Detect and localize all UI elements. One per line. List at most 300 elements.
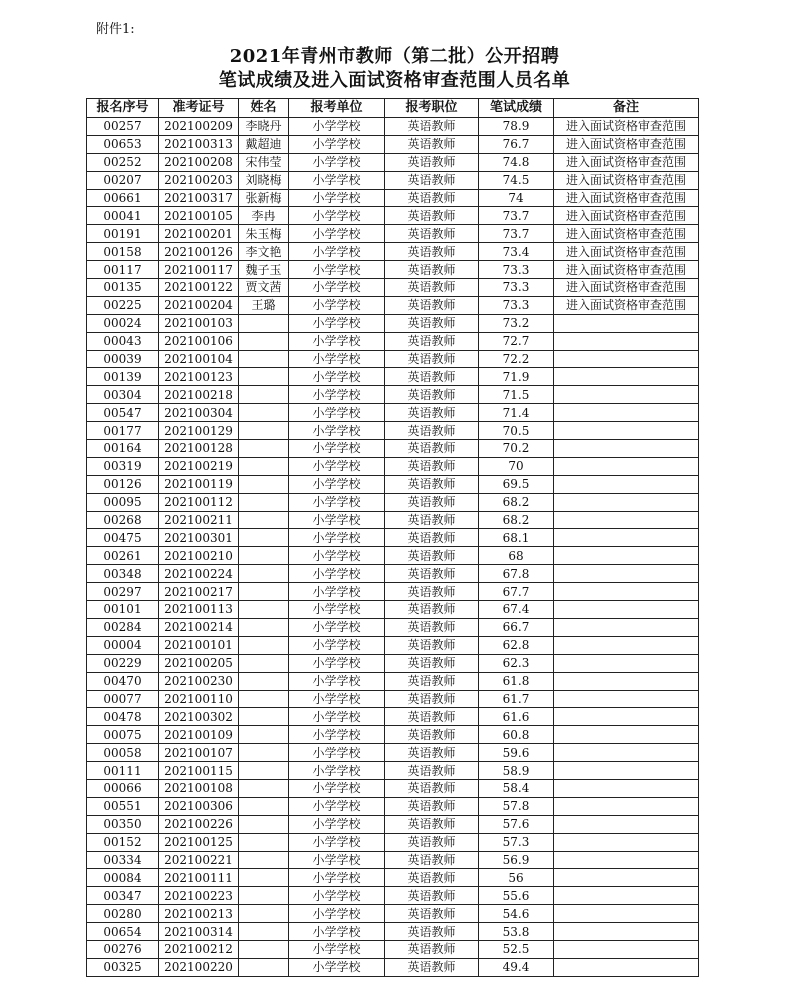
table-row bbox=[87, 923, 699, 941]
cell-reg-no: 00284 bbox=[87, 618, 159, 636]
cell-unit: 小学学校 bbox=[289, 583, 385, 601]
cell-position: 英语教师 bbox=[385, 923, 479, 941]
cell-position: 英语教师 bbox=[385, 529, 479, 547]
cell-exam-id: 202100129 bbox=[159, 422, 239, 440]
cell-position: 英语教师 bbox=[385, 726, 479, 744]
cell-exam-id: 202100119 bbox=[159, 475, 239, 493]
cell-note bbox=[554, 350, 699, 368]
cell-unit: 小学学校 bbox=[289, 726, 385, 744]
cell-note: 进入面试资格审查范围 bbox=[554, 243, 699, 261]
table-row bbox=[87, 118, 699, 136]
cell-position: 英语教师 bbox=[385, 654, 479, 672]
cell-reg-no: 00043 bbox=[87, 332, 159, 350]
cell-position: 英语教师 bbox=[385, 779, 479, 797]
table-row bbox=[87, 583, 699, 601]
cell-note bbox=[554, 869, 699, 887]
table-row bbox=[87, 851, 699, 869]
cell-exam-id: 202100125 bbox=[159, 833, 239, 851]
table-row bbox=[87, 726, 699, 744]
cell-name: 贾文茜 bbox=[239, 279, 289, 297]
cell-exam-id: 202100220 bbox=[159, 958, 239, 976]
cell-position: 英语教师 bbox=[385, 565, 479, 583]
cell-note bbox=[554, 511, 699, 529]
cell-score: 57.8 bbox=[479, 797, 554, 815]
table-row bbox=[87, 547, 699, 565]
cell-unit: 小学学校 bbox=[289, 207, 385, 225]
cell-name bbox=[239, 493, 289, 511]
cell-unit: 小学学校 bbox=[289, 457, 385, 475]
cell-reg-no: 00304 bbox=[87, 386, 159, 404]
cell-score: 73.3 bbox=[479, 279, 554, 297]
cell-score: 70.5 bbox=[479, 422, 554, 440]
cell-note: 进入面试资格审查范围 bbox=[554, 135, 699, 153]
cell-reg-no: 00152 bbox=[87, 833, 159, 851]
cell-position: 英语教师 bbox=[385, 887, 479, 905]
cell-exam-id: 202100205 bbox=[159, 654, 239, 672]
cell-name bbox=[239, 636, 289, 654]
cell-note bbox=[554, 314, 699, 332]
cell-reg-no: 00024 bbox=[87, 314, 159, 332]
table-row bbox=[87, 958, 699, 976]
table-row bbox=[87, 153, 699, 171]
cell-unit: 小学学校 bbox=[289, 350, 385, 368]
cell-name bbox=[239, 958, 289, 976]
cell-exam-id: 202100219 bbox=[159, 457, 239, 475]
cell-reg-no: 00478 bbox=[87, 708, 159, 726]
cell-reg-no: 00075 bbox=[87, 726, 159, 744]
cell-name bbox=[239, 869, 289, 887]
cell-position: 英语教师 bbox=[385, 207, 479, 225]
cell-unit: 小学学校 bbox=[289, 565, 385, 583]
cell-position: 英语教师 bbox=[385, 440, 479, 458]
table-row bbox=[87, 565, 699, 583]
cell-unit: 小学学校 bbox=[289, 851, 385, 869]
cell-exam-id: 202100212 bbox=[159, 940, 239, 958]
cell-exam-id: 202100226 bbox=[159, 815, 239, 833]
cell-exam-id: 202100214 bbox=[159, 618, 239, 636]
cell-reg-no: 00276 bbox=[87, 940, 159, 958]
cell-position: 英语教师 bbox=[385, 422, 479, 440]
cell-score: 67.8 bbox=[479, 565, 554, 583]
cell-score: 67.7 bbox=[479, 583, 554, 601]
cell-reg-no: 00207 bbox=[87, 171, 159, 189]
table-row bbox=[87, 708, 699, 726]
cell-position: 英语教师 bbox=[385, 851, 479, 869]
table-row bbox=[87, 762, 699, 780]
cell-position: 英语教师 bbox=[385, 475, 479, 493]
cell-unit: 小学学校 bbox=[289, 744, 385, 762]
cell-exam-id: 202100304 bbox=[159, 404, 239, 422]
cell-unit: 小学学校 bbox=[289, 314, 385, 332]
cell-name bbox=[239, 350, 289, 368]
cell-reg-no: 00126 bbox=[87, 475, 159, 493]
cell-note: 进入面试资格审查范围 bbox=[554, 225, 699, 243]
cell-exam-id: 202100317 bbox=[159, 189, 239, 207]
cell-name bbox=[239, 923, 289, 941]
cell-position: 英语教师 bbox=[385, 314, 479, 332]
cell-name bbox=[239, 565, 289, 583]
header-note: 备注 bbox=[554, 99, 699, 118]
cell-name bbox=[239, 457, 289, 475]
cell-reg-no: 00191 bbox=[87, 225, 159, 243]
attachment-label: 附件1: bbox=[96, 22, 135, 37]
cell-note bbox=[554, 583, 699, 601]
cell-note: 进入面试资格审查范围 bbox=[554, 118, 699, 136]
cell-name bbox=[239, 779, 289, 797]
cell-position: 英语教师 bbox=[385, 261, 479, 279]
cell-position: 英语教师 bbox=[385, 940, 479, 958]
cell-note bbox=[554, 744, 699, 762]
cell-exam-id: 202100204 bbox=[159, 296, 239, 314]
cell-name bbox=[239, 851, 289, 869]
cell-exam-id: 202100105 bbox=[159, 207, 239, 225]
cell-score: 68.1 bbox=[479, 529, 554, 547]
cell-exam-id: 202100203 bbox=[159, 171, 239, 189]
header-score: 笔试成绩 bbox=[479, 99, 554, 118]
cell-score: 54.6 bbox=[479, 905, 554, 923]
cell-note bbox=[554, 940, 699, 958]
cell-name: 李文艳 bbox=[239, 243, 289, 261]
table-row bbox=[87, 332, 699, 350]
cell-note bbox=[554, 726, 699, 744]
cell-unit: 小学学校 bbox=[289, 511, 385, 529]
cell-exam-id: 202100112 bbox=[159, 493, 239, 511]
cell-name bbox=[239, 762, 289, 780]
cell-position: 英语教师 bbox=[385, 636, 479, 654]
cell-reg-no: 00661 bbox=[87, 189, 159, 207]
cell-unit: 小学学校 bbox=[289, 869, 385, 887]
cell-position: 英语教师 bbox=[385, 296, 479, 314]
cell-position: 英语教师 bbox=[385, 135, 479, 153]
cell-position: 英语教师 bbox=[385, 762, 479, 780]
cell-score: 76.7 bbox=[479, 135, 554, 153]
cell-reg-no: 00084 bbox=[87, 869, 159, 887]
cell-note bbox=[554, 440, 699, 458]
cell-name bbox=[239, 672, 289, 690]
cell-name bbox=[239, 314, 289, 332]
cell-unit: 小学学校 bbox=[289, 368, 385, 386]
cell-name bbox=[239, 475, 289, 493]
table-row bbox=[87, 940, 699, 958]
cell-unit: 小学学校 bbox=[289, 475, 385, 493]
cell-position: 英语教师 bbox=[385, 869, 479, 887]
cell-position: 英语教师 bbox=[385, 833, 479, 851]
cell-name bbox=[239, 583, 289, 601]
cell-unit: 小学学校 bbox=[289, 833, 385, 851]
table-row bbox=[87, 422, 699, 440]
cell-exam-id: 202100213 bbox=[159, 905, 239, 923]
cell-exam-id: 202100113 bbox=[159, 601, 239, 619]
cell-note bbox=[554, 887, 699, 905]
results-table bbox=[86, 98, 699, 977]
cell-reg-no: 00111 bbox=[87, 762, 159, 780]
cell-name bbox=[239, 708, 289, 726]
cell-reg-no: 00177 bbox=[87, 422, 159, 440]
cell-reg-no: 00280 bbox=[87, 905, 159, 923]
cell-reg-no: 00334 bbox=[87, 851, 159, 869]
table-row bbox=[87, 529, 699, 547]
cell-unit: 小学学校 bbox=[289, 815, 385, 833]
cell-score: 71.5 bbox=[479, 386, 554, 404]
header-reg-no: 报名序号 bbox=[87, 99, 159, 118]
cell-exam-id: 202100302 bbox=[159, 708, 239, 726]
table-row bbox=[87, 279, 699, 297]
cell-position: 英语教师 bbox=[385, 225, 479, 243]
cell-note bbox=[554, 851, 699, 869]
cell-note bbox=[554, 815, 699, 833]
cell-unit: 小学学校 bbox=[289, 386, 385, 404]
cell-position: 英语教师 bbox=[385, 404, 479, 422]
cell-score: 68.2 bbox=[479, 493, 554, 511]
cell-unit: 小学学校 bbox=[289, 135, 385, 153]
cell-score: 72.2 bbox=[479, 350, 554, 368]
cell-score: 68.2 bbox=[479, 511, 554, 529]
cell-note bbox=[554, 923, 699, 941]
cell-name bbox=[239, 529, 289, 547]
table-row bbox=[87, 636, 699, 654]
table-row bbox=[87, 690, 699, 708]
cell-exam-id: 202100101 bbox=[159, 636, 239, 654]
cell-reg-no: 00077 bbox=[87, 690, 159, 708]
cell-reg-no: 00164 bbox=[87, 440, 159, 458]
cell-note: 进入面试资格审查范围 bbox=[554, 296, 699, 314]
cell-reg-no: 00252 bbox=[87, 153, 159, 171]
table-row bbox=[87, 135, 699, 153]
cell-unit: 小学学校 bbox=[289, 243, 385, 261]
cell-position: 英语教师 bbox=[385, 386, 479, 404]
cell-note bbox=[554, 457, 699, 475]
table-row bbox=[87, 833, 699, 851]
cell-reg-no: 00325 bbox=[87, 958, 159, 976]
table-row bbox=[87, 386, 699, 404]
cell-unit: 小学学校 bbox=[289, 279, 385, 297]
cell-exam-id: 202100106 bbox=[159, 332, 239, 350]
cell-position: 英语教师 bbox=[385, 118, 479, 136]
cell-exam-id: 202100111 bbox=[159, 869, 239, 887]
cell-score: 62.8 bbox=[479, 636, 554, 654]
cell-score: 66.7 bbox=[479, 618, 554, 636]
cell-unit: 小学学校 bbox=[289, 797, 385, 815]
cell-note bbox=[554, 565, 699, 583]
cell-score: 73.3 bbox=[479, 296, 554, 314]
cell-reg-no: 00225 bbox=[87, 296, 159, 314]
cell-name bbox=[239, 332, 289, 350]
cell-reg-no: 00470 bbox=[87, 672, 159, 690]
cell-name bbox=[239, 511, 289, 529]
cell-position: 英语教师 bbox=[385, 690, 479, 708]
cell-unit: 小学学校 bbox=[289, 529, 385, 547]
cell-exam-id: 202100110 bbox=[159, 690, 239, 708]
table-row bbox=[87, 475, 699, 493]
header-name: 姓名 bbox=[239, 99, 289, 118]
table-row bbox=[87, 618, 699, 636]
cell-score: 74.8 bbox=[479, 153, 554, 171]
cell-reg-no: 00139 bbox=[87, 368, 159, 386]
cell-name bbox=[239, 601, 289, 619]
cell-exam-id: 202100224 bbox=[159, 565, 239, 583]
cell-position: 英语教师 bbox=[385, 511, 479, 529]
cell-position: 英语教师 bbox=[385, 672, 479, 690]
cell-name bbox=[239, 690, 289, 708]
cell-score: 62.3 bbox=[479, 654, 554, 672]
cell-score: 57.3 bbox=[479, 833, 554, 851]
cell-position: 英语教师 bbox=[385, 153, 479, 171]
cell-score: 68 bbox=[479, 547, 554, 565]
cell-reg-no: 00350 bbox=[87, 815, 159, 833]
cell-name bbox=[239, 815, 289, 833]
cell-note bbox=[554, 618, 699, 636]
cell-score: 58.4 bbox=[479, 779, 554, 797]
cell-reg-no: 00158 bbox=[87, 243, 159, 261]
cell-unit: 小学学校 bbox=[289, 690, 385, 708]
cell-unit: 小学学校 bbox=[289, 153, 385, 171]
cell-position: 英语教师 bbox=[385, 547, 479, 565]
cell-score: 61.8 bbox=[479, 672, 554, 690]
cell-unit: 小学学校 bbox=[289, 404, 385, 422]
cell-exam-id: 202100217 bbox=[159, 583, 239, 601]
table-row bbox=[87, 225, 699, 243]
page-title: 2021年青州市教师（第二批）公开招聘 bbox=[229, 46, 560, 67]
cell-note bbox=[554, 708, 699, 726]
cell-reg-no: 00653 bbox=[87, 135, 159, 153]
cell-name: 张新梅 bbox=[239, 189, 289, 207]
cell-unit: 小学学校 bbox=[289, 440, 385, 458]
header-unit: 报考单位 bbox=[289, 99, 385, 118]
cell-reg-no: 00347 bbox=[87, 887, 159, 905]
cell-note bbox=[554, 797, 699, 815]
cell-unit: 小学学校 bbox=[289, 618, 385, 636]
table-row bbox=[87, 368, 699, 386]
cell-score: 52.5 bbox=[479, 940, 554, 958]
cell-reg-no: 00348 bbox=[87, 565, 159, 583]
cell-note: 进入面试资格审查范围 bbox=[554, 261, 699, 279]
header-position: 报考职位 bbox=[385, 99, 479, 118]
cell-note bbox=[554, 654, 699, 672]
cell-note bbox=[554, 779, 699, 797]
cell-name bbox=[239, 887, 289, 905]
cell-note: 进入面试资格审查范围 bbox=[554, 207, 699, 225]
header-exam-id: 准考证号 bbox=[159, 99, 239, 118]
cell-score: 60.8 bbox=[479, 726, 554, 744]
cell-unit: 小学学校 bbox=[289, 887, 385, 905]
table-row bbox=[87, 601, 699, 619]
cell-unit: 小学学校 bbox=[289, 493, 385, 511]
cell-unit: 小学学校 bbox=[289, 905, 385, 923]
cell-note bbox=[554, 958, 699, 976]
cell-note bbox=[554, 636, 699, 654]
table-row bbox=[87, 869, 699, 887]
cell-position: 英语教师 bbox=[385, 457, 479, 475]
cell-score: 71.4 bbox=[479, 404, 554, 422]
cell-position: 英语教师 bbox=[385, 493, 479, 511]
cell-position: 英语教师 bbox=[385, 744, 479, 762]
cell-exam-id: 202100230 bbox=[159, 672, 239, 690]
cell-reg-no: 00475 bbox=[87, 529, 159, 547]
cell-score: 55.6 bbox=[479, 887, 554, 905]
cell-unit: 小学学校 bbox=[289, 601, 385, 619]
cell-reg-no: 00268 bbox=[87, 511, 159, 529]
cell-position: 英语教师 bbox=[385, 332, 479, 350]
cell-exam-id: 202100107 bbox=[159, 744, 239, 762]
cell-name bbox=[239, 440, 289, 458]
cell-name: 王璐 bbox=[239, 296, 289, 314]
cell-reg-no: 00095 bbox=[87, 493, 159, 511]
cell-unit: 小学学校 bbox=[289, 672, 385, 690]
cell-unit: 小学学校 bbox=[289, 708, 385, 726]
cell-exam-id: 202100122 bbox=[159, 279, 239, 297]
cell-name: 李冉 bbox=[239, 207, 289, 225]
cell-position: 英语教师 bbox=[385, 601, 479, 619]
table-body bbox=[87, 118, 699, 977]
cell-name bbox=[239, 833, 289, 851]
cell-position: 英语教师 bbox=[385, 350, 479, 368]
cell-unit: 小学学校 bbox=[289, 654, 385, 672]
cell-score: 73.7 bbox=[479, 225, 554, 243]
cell-name bbox=[239, 797, 289, 815]
table-row bbox=[87, 797, 699, 815]
cell-reg-no: 00004 bbox=[87, 636, 159, 654]
cell-exam-id: 202100210 bbox=[159, 547, 239, 565]
cell-name bbox=[239, 905, 289, 923]
cell-unit: 小学学校 bbox=[289, 547, 385, 565]
cell-name bbox=[239, 404, 289, 422]
table-row bbox=[87, 511, 699, 529]
cell-name bbox=[239, 368, 289, 386]
cell-score: 58.9 bbox=[479, 762, 554, 780]
table-row bbox=[87, 314, 699, 332]
cell-score: 73.4 bbox=[479, 243, 554, 261]
cell-score: 74 bbox=[479, 189, 554, 207]
cell-position: 英语教师 bbox=[385, 815, 479, 833]
cell-exam-id: 202100223 bbox=[159, 887, 239, 905]
cell-name bbox=[239, 618, 289, 636]
cell-exam-id: 202100104 bbox=[159, 350, 239, 368]
cell-unit: 小学学校 bbox=[289, 332, 385, 350]
cell-note bbox=[554, 332, 699, 350]
table-row bbox=[87, 779, 699, 797]
cell-score: 70.2 bbox=[479, 440, 554, 458]
cell-note bbox=[554, 601, 699, 619]
cell-exam-id: 202100115 bbox=[159, 762, 239, 780]
cell-note: 进入面试资格审查范围 bbox=[554, 279, 699, 297]
cell-unit: 小学学校 bbox=[289, 779, 385, 797]
cell-note bbox=[554, 547, 699, 565]
table-row bbox=[87, 440, 699, 458]
cell-reg-no: 00551 bbox=[87, 797, 159, 815]
table-row bbox=[87, 296, 699, 314]
table-header-row bbox=[87, 99, 699, 118]
cell-reg-no: 00101 bbox=[87, 601, 159, 619]
cell-reg-no: 00066 bbox=[87, 779, 159, 797]
table-row bbox=[87, 207, 699, 225]
cell-score: 78.9 bbox=[479, 118, 554, 136]
cell-unit: 小学学校 bbox=[289, 636, 385, 654]
table-row bbox=[87, 243, 699, 261]
cell-exam-id: 202100301 bbox=[159, 529, 239, 547]
cell-score: 56 bbox=[479, 869, 554, 887]
cell-exam-id: 202100108 bbox=[159, 779, 239, 797]
cell-name: 戴超迪 bbox=[239, 135, 289, 153]
cell-score: 73.3 bbox=[479, 261, 554, 279]
cell-note: 进入面试资格审查范围 bbox=[554, 153, 699, 171]
cell-exam-id: 202100314 bbox=[159, 923, 239, 941]
table-row bbox=[87, 744, 699, 762]
cell-name: 李晓丹 bbox=[239, 118, 289, 136]
cell-name bbox=[239, 726, 289, 744]
cell-note bbox=[554, 368, 699, 386]
cell-reg-no: 00041 bbox=[87, 207, 159, 225]
table-row bbox=[87, 654, 699, 672]
